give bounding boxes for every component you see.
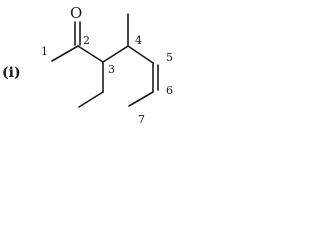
skeletal-structure-diagram bbox=[0, 0, 188, 130]
carbon-number-7: 7 bbox=[138, 113, 145, 126]
bond-c4-c5 bbox=[128, 46, 153, 63]
carbon-number-5: 5 bbox=[166, 51, 173, 64]
carbon-number-3: 3 bbox=[108, 63, 115, 76]
bond-c3-c4 bbox=[103, 46, 128, 62]
carbon-number-6: 6 bbox=[166, 84, 173, 97]
figure-label: (i) bbox=[2, 65, 21, 81]
carbon-number-1: 1 bbox=[41, 45, 48, 58]
bond-c1-c2 bbox=[52, 46, 78, 61]
carbon-number-4: 4 bbox=[135, 34, 142, 47]
bond-c2-c3 bbox=[78, 46, 103, 62]
bond-c6-c7 bbox=[129, 92, 153, 106]
carbon-number-2: 2 bbox=[83, 34, 90, 47]
bond-lines bbox=[52, 14, 158, 107]
bond-ethyl-terminal bbox=[79, 92, 103, 107]
oxygen-atom-label: O bbox=[70, 4, 83, 22]
